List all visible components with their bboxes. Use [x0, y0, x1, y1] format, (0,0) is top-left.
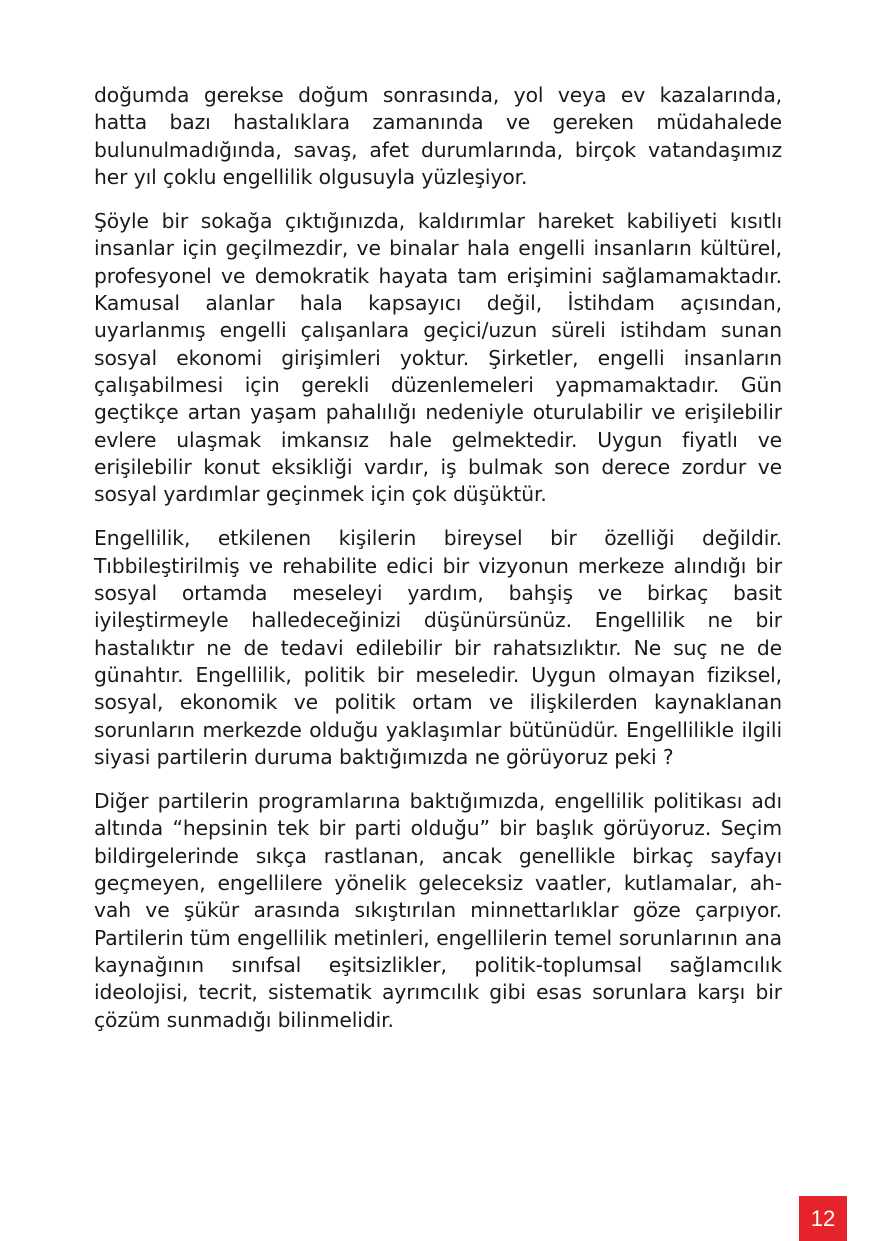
body-text — [94, 82, 782, 1051]
paragraph-3: Engellilik, etkilenen kişilerin bireysel bir özelliği değildir. Tıbbileştirilmiş ve rehabilite edici bir vizyonun merkeze alındığı bir sosyal ortamda meseleyi yardım, bahşiş ve birkaç basit iyileştirmeyle halledeceğinizi düşünürsünüz. Engellilik ne bir hastalıktır ne de tedavi edilebilir bir rahatsızlıktır. Ne suç ne de günahtır. Engellilik, politik bir meseledir. Uygun olmayan fiziksel, sosyal, ekonomik ve politik ortam ve ilişkilerden kaynaklanan sorunların merkezde olduğu yaklaşımlar bütünüdür. Engellilikle ilgili siyasi partilerin duruma baktığımızda ne görüyoruz peki ? — [94, 526, 782, 769]
paragraph-4: Diğer partilerin programlarına baktığımızda, engellilik politikası adı altında “hepsinin tek bir parti olduğu” bir başlık görüyoruz. Seçim bildirgelerinde sıkça rastlanan, ancak genellikle birkaç sayfayı geçmeyen, engellilere yönelik geleceksiz vaatler, kutlamalar, ah-vah ve şükür arasında sıkıştırılan minnettarlıklar göze çarpıyor. Partilerin tüm engellilik metinleri, engellilerin temel sorunlarının ana kaynağının sınıfsal eşitsizlikler, politik-toplumsal sağlamcılık ideolojisi, tecrit, sistematik ayrımcılık gibi esas sorunlara karşı bir çözüm sunmadığı bilinmelidir. — [94, 789, 782, 1032]
page-number-badge: 12 — [799, 1196, 847, 1241]
paragraph-1: doğumda gerekse doğum sonrasında, yol veya ev kazalarında, hatta bazı hastalıklara zamanında ve gereken müdahalede bulunulmadığında, savaş, afet durumlarında, birçok vatandaşımız her yıl çoklu engellilik olgusuyla yüzleşiyor. — [94, 83, 782, 189]
paragraph-2: Şöyle bir sokağa çıktığınızda, kaldırımlar hareket kabiliyeti kısıtlı insanlar için geçilmezdir, ve binalar hala engelli insanların kültürel, profesyonel ve demokratik hayata tam erişimini sağlamamaktadır. Kamusal alanlar hala kapsayıcı değil, İstihdam açısından, uyarlanmış engelli çalışanlara geçici/uzun süreli istihdam sunan sosyal ekonomi girişimleri yoktur. Şirketler, engelli insanların çalışabilmesi için gerekli düzenlemeleri yapmamaktadır. Gün geçtikçe artan yaşam pahalılığı nedeniyle oturulabilir ve erişilebilir evlere ulaşmak imkansız hale gelmektedir. Uygun fiyatlı ve erişilebilir konut eksikliği vardır, iş bulmak son derece zordur ve sosyal yardımlar geçinmek için çok düşüktür. — [94, 209, 782, 507]
